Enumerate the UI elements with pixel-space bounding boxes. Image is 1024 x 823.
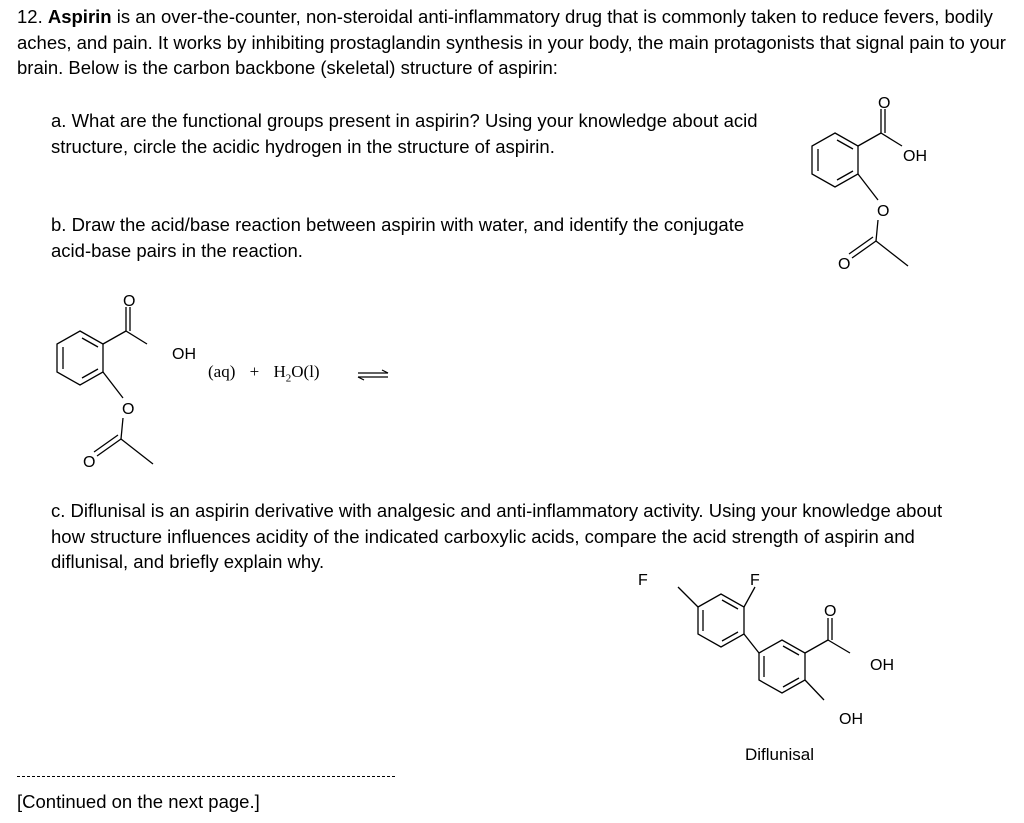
diflunisal-structure-svg xyxy=(628,570,918,740)
difluorophenyl-ring xyxy=(698,594,744,647)
atom-label-oh: OH xyxy=(172,346,196,363)
benzene-ring xyxy=(812,133,858,187)
diflunisal-caption: Diflunisal xyxy=(745,745,814,764)
bond xyxy=(876,241,908,266)
part-c-prompt: c. Diflunisal is an aspirin derivative with analgesic and anti-inflammatory activity. Using your knowledge about how structure influences acidity of the indicated carboxylic acids, compare the acid strength of aspirin and diflunisal, and briefly explain why. xyxy=(51,500,943,572)
atom-label-o: O xyxy=(877,203,890,220)
bond xyxy=(876,220,878,241)
part-b-prompt: b. Draw the acid/base reaction between aspirin with water, and identify the conjugate acid-base pairs in the reaction. xyxy=(51,214,745,261)
atom-label-oh: OH xyxy=(870,657,894,674)
bond xyxy=(103,372,123,398)
reaction-equation xyxy=(208,362,330,384)
water-formula: $H_2O(l)$ xyxy=(273,362,320,385)
bond xyxy=(126,331,147,344)
salicylic-ring xyxy=(759,640,805,693)
atom-label-o: O xyxy=(878,95,891,112)
bond xyxy=(103,331,126,344)
biaryl-bond xyxy=(744,634,759,653)
bond xyxy=(121,418,123,439)
continued-note: [Continued on the next page.] xyxy=(17,791,260,812)
atom-label-o: O xyxy=(838,256,851,273)
atom-label-o: O xyxy=(83,454,96,471)
aspirin-structure-reaction xyxy=(25,288,196,478)
equilibrium-arrow-icon xyxy=(356,368,390,386)
equation-plus: + xyxy=(249,362,260,381)
question-intro xyxy=(17,4,1012,81)
bond xyxy=(805,640,828,653)
c-f-bond xyxy=(678,587,698,607)
atom-label-oh: OH xyxy=(839,711,863,728)
atom-label-o: O xyxy=(824,603,837,620)
atom-label-f: F xyxy=(638,572,648,589)
diflunisal-structure xyxy=(628,570,918,740)
ring-double-bond xyxy=(783,678,799,687)
aspirin-reaction-svg xyxy=(25,288,196,478)
equation-state: (aq) xyxy=(208,362,236,381)
c-f-bond xyxy=(744,587,755,607)
benzene-ring xyxy=(57,331,103,385)
ring-double-bond xyxy=(722,632,738,641)
bond xyxy=(828,640,850,653)
bond xyxy=(881,133,902,146)
aspirin-structure xyxy=(780,90,927,280)
question-subject: Aspirin xyxy=(47,6,112,27)
bond xyxy=(858,174,878,200)
atom-label-f: F xyxy=(750,572,760,589)
part-a-prompt: a. What are the functional groups present in aspirin? Using your knowledge about acid structure, circle the acidic hydrogen in the structure of aspirin. xyxy=(51,110,758,157)
aspirin-structure-svg xyxy=(780,90,927,280)
divider xyxy=(17,776,395,777)
ring-double-bond xyxy=(783,646,799,655)
question-text: is an over-the-counter, non-steroidal anti-inflammatory drug that is commonly taken to reduce fevers, bodily aches, and pain. It works by inhibiting prostaglandin synthesis in your body, the main protagonists that signal pain to your brain. Below is the carbon backbone (skeletal) structure of aspirin: xyxy=(17,6,1006,78)
bond xyxy=(121,439,153,464)
phenol-bond xyxy=(805,680,824,700)
atom-label-oh: OH xyxy=(903,148,927,165)
ring-double-bond xyxy=(722,600,738,609)
atom-label-o: O xyxy=(123,293,136,310)
question-number: 12. xyxy=(17,6,43,27)
bond xyxy=(858,133,881,146)
atom-label-o: O xyxy=(122,401,135,418)
